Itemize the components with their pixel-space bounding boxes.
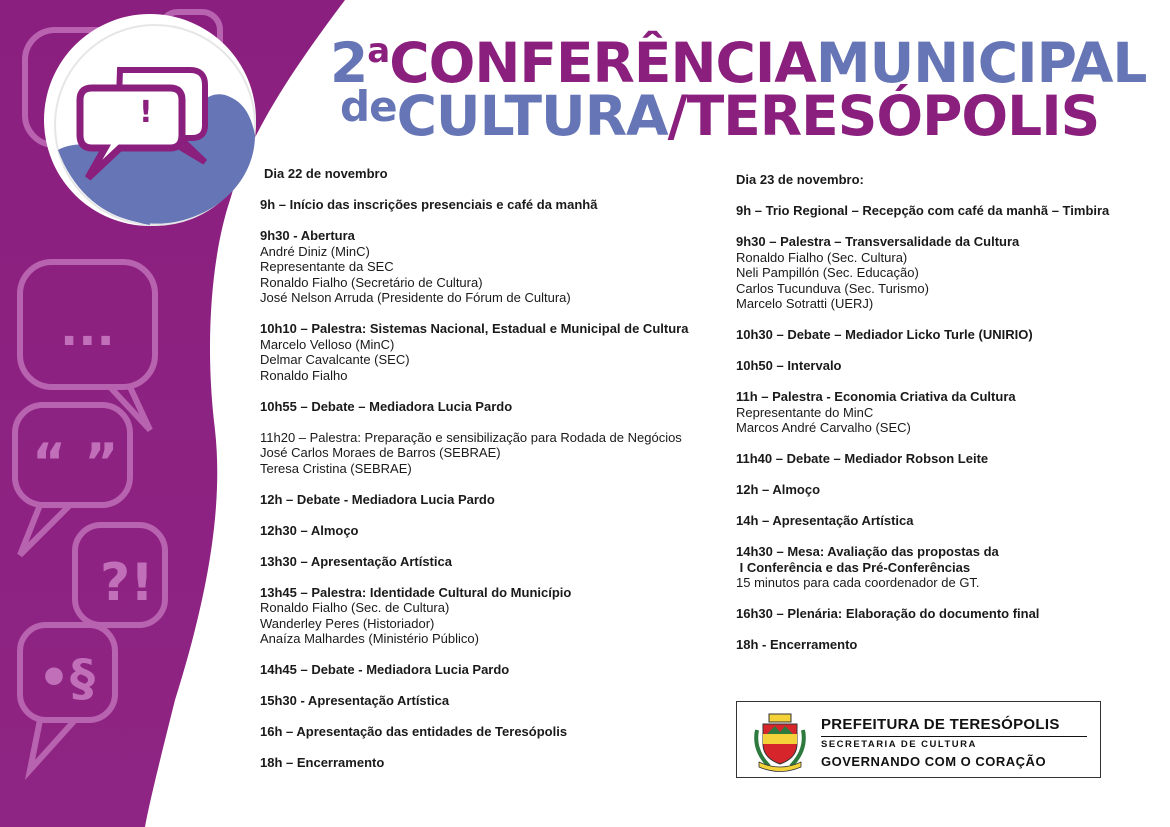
speaker-line: André Diniz (MinC) — [260, 243, 370, 259]
schedule-item — [260, 554, 730, 570]
schedule-item-heading: 9h – Início das inscrições presenciais e café da manhã — [260, 197, 598, 212]
title-conferencia: CONFERÊNCIA — [389, 31, 816, 95]
schedule-item — [260, 399, 730, 415]
speaker-line: Anaíza Malhardes (Ministério Público) — [260, 631, 479, 646]
question-exclaim-symbol: ?! — [100, 553, 154, 613]
speaker-line: Wanderley Peres (Historiador) — [260, 615, 435, 631]
schedule-item-heading: 14h – Apresentação Artística — [736, 513, 914, 528]
speaker-line: Representante da SEC — [260, 259, 394, 274]
schedule-item-heading: 12h – Debate - Mediadora Lucia Pardo — [260, 491, 495, 507]
schedule-item-heading: 11h20 – Palestra: Preparação e sensibilização para Rodada de Negócios — [260, 429, 682, 445]
schedule-item — [736, 327, 1156, 343]
speaker-line: Marcos André Carvalho (SEC) — [736, 420, 911, 435]
schedule-item — [736, 544, 1156, 591]
schedule-item — [260, 585, 730, 647]
schedule-item-heading: 9h30 – Palestra – Transversalidade da Cultura — [736, 234, 1020, 249]
schedule-day-1 — [260, 166, 730, 786]
title-line-1 — [330, 31, 1147, 95]
schedule-item-heading: 15h30 - Apresentação Artística — [260, 693, 450, 708]
schedule-item — [260, 523, 730, 539]
title-ordinal-suffix: a — [367, 31, 390, 71]
schedule-item — [736, 637, 1156, 653]
exclamation-icon: ! — [139, 95, 153, 130]
schedule-item-heading: 11h – Palestra - Economia Criativa da Cultura — [736, 389, 1016, 404]
schedule-item — [260, 228, 730, 306]
speaker-line: Representante do MinC — [736, 404, 874, 420]
speaker-line: Delmar Cavalcante (SEC) — [260, 352, 410, 367]
schedule-item — [736, 606, 1156, 622]
schedule-item-heading: 18h - Encerramento — [736, 637, 858, 652]
speaker-line: Ronaldo Fialho (Sec. Cultura) — [736, 249, 908, 265]
speaker-line: Ronaldo Fialho (Sec. de Cultura) — [260, 600, 450, 615]
schedule-item — [260, 724, 730, 740]
day-2-blocks — [736, 203, 1156, 653]
secretaria-name: SECRETARIA DE CULTURA — [821, 739, 977, 750]
schedule-item — [736, 482, 1156, 498]
schedule-item — [260, 492, 730, 508]
schedule-item-heading: 12h – Almoço — [736, 482, 821, 497]
speaker-line: Neli Pampillón (Sec. Educação) — [736, 265, 919, 280]
title-de: de — [340, 82, 397, 131]
schedule-item-heading: 10h30 – Debate – Mediador Licko Turle (UNIRIO) — [736, 327, 1033, 342]
schedule-item-heading: 10h10 – Palestra: Sistemas Nacional, Estadual e Municipal de Cultura — [260, 321, 689, 336]
schedule-item-heading: 9h30 - Abertura — [260, 228, 355, 243]
speaker-line: José Carlos Moraes de Barros (SEBRAE) — [260, 445, 501, 460]
speaker-line: Carlos Tucunduva (Sec. Turismo) — [736, 280, 929, 296]
schedule-item-heading: 13h45 – Palestra: Identidade Cultural do Município — [260, 584, 572, 600]
title-teresopolis: /TERESÓPOLIS — [667, 84, 1100, 148]
logo-circle — [44, 14, 256, 226]
schedule-item — [260, 321, 730, 383]
speaker-line: Teresa Cristina (SEBRAE) — [260, 460, 412, 476]
section-symbol: •§ — [38, 649, 95, 707]
schedule-item — [736, 234, 1156, 312]
schedule-day-2 — [736, 172, 1156, 668]
schedule-item — [736, 203, 1156, 219]
schedule-item — [736, 389, 1156, 436]
slogan: GOVERNANDO COM O CORAÇÃO — [821, 754, 1047, 769]
badge-divider — [821, 736, 1087, 737]
schedule-item — [736, 513, 1156, 529]
speaker-line: Ronaldo Fialho (Secretário de Cultura) — [260, 274, 483, 290]
schedule-item-heading: 11h40 – Debate – Mediador Robson Leite — [736, 451, 989, 466]
day-1-blocks — [260, 197, 730, 771]
schedule-item — [260, 662, 730, 678]
schedule-item — [260, 693, 730, 709]
schedule-item-heading-cont: I Conferência e das Pré-Conferências — [736, 559, 971, 575]
speaker-line: Marcelo Velloso (MinC) — [260, 336, 395, 352]
speaker-line: José Nelson Arruda (Presidente do Fórum de Cultura) — [260, 290, 571, 305]
schedule-item-heading: 10h50 – Intervalo — [736, 358, 842, 373]
schedule-item — [260, 197, 730, 213]
title-ordinal: 2 — [330, 31, 368, 95]
schedule-item-heading: 13h30 – Apresentação Artística — [260, 553, 452, 569]
speaker-line: 15 minutos para cada coordenador de GT. — [736, 575, 980, 590]
schedule-item-heading: 9h – Trio Regional – Recepção com café da manhã – Timbira — [736, 203, 1110, 218]
schedule-item-heading: 10h55 – Debate – Mediadora Lucia Pardo — [260, 398, 513, 414]
schedule-item-heading: 14h45 – Debate - Mediadora Lucia Pardo — [260, 662, 510, 677]
schedule-item-heading: 16h30 – Plenária: Elaboração do documento final — [736, 606, 1040, 621]
coat-of-arms-icon — [749, 710, 811, 772]
day-2-title: Dia 23 de novembro: — [736, 172, 864, 187]
schedule-item — [736, 451, 1156, 467]
prefeitura-badge — [736, 701, 1101, 778]
speaker-line: Marcelo Sotratti (UERJ) — [736, 296, 874, 311]
schedule-item-heading: 14h30 – Mesa: Avaliação das propostas da — [736, 544, 999, 559]
dots-symbol: ... — [60, 301, 115, 357]
day-1-title: Dia 22 de novembro — [264, 166, 388, 181]
schedule-item-heading: 12h30 – Almoço — [260, 522, 359, 538]
schedule-item — [260, 755, 730, 771]
title-line-2 — [340, 82, 1100, 148]
title-cultura: CULTURA — [396, 84, 668, 148]
schedule-item — [260, 430, 730, 477]
schedule-item — [736, 358, 1156, 374]
schedule-item-heading: 16h – Apresentação das entidades de Teresópolis — [260, 724, 568, 739]
title-municipal: MUNICIPAL — [815, 31, 1147, 95]
schedule-item-heading: 18h – Encerramento — [260, 755, 385, 770]
quotes-symbol: “ ” — [32, 433, 119, 493]
prefeitura-name: PREFEITURA DE TERESÓPOLIS — [821, 716, 1060, 733]
speaker-line: Ronaldo Fialho — [260, 367, 348, 383]
